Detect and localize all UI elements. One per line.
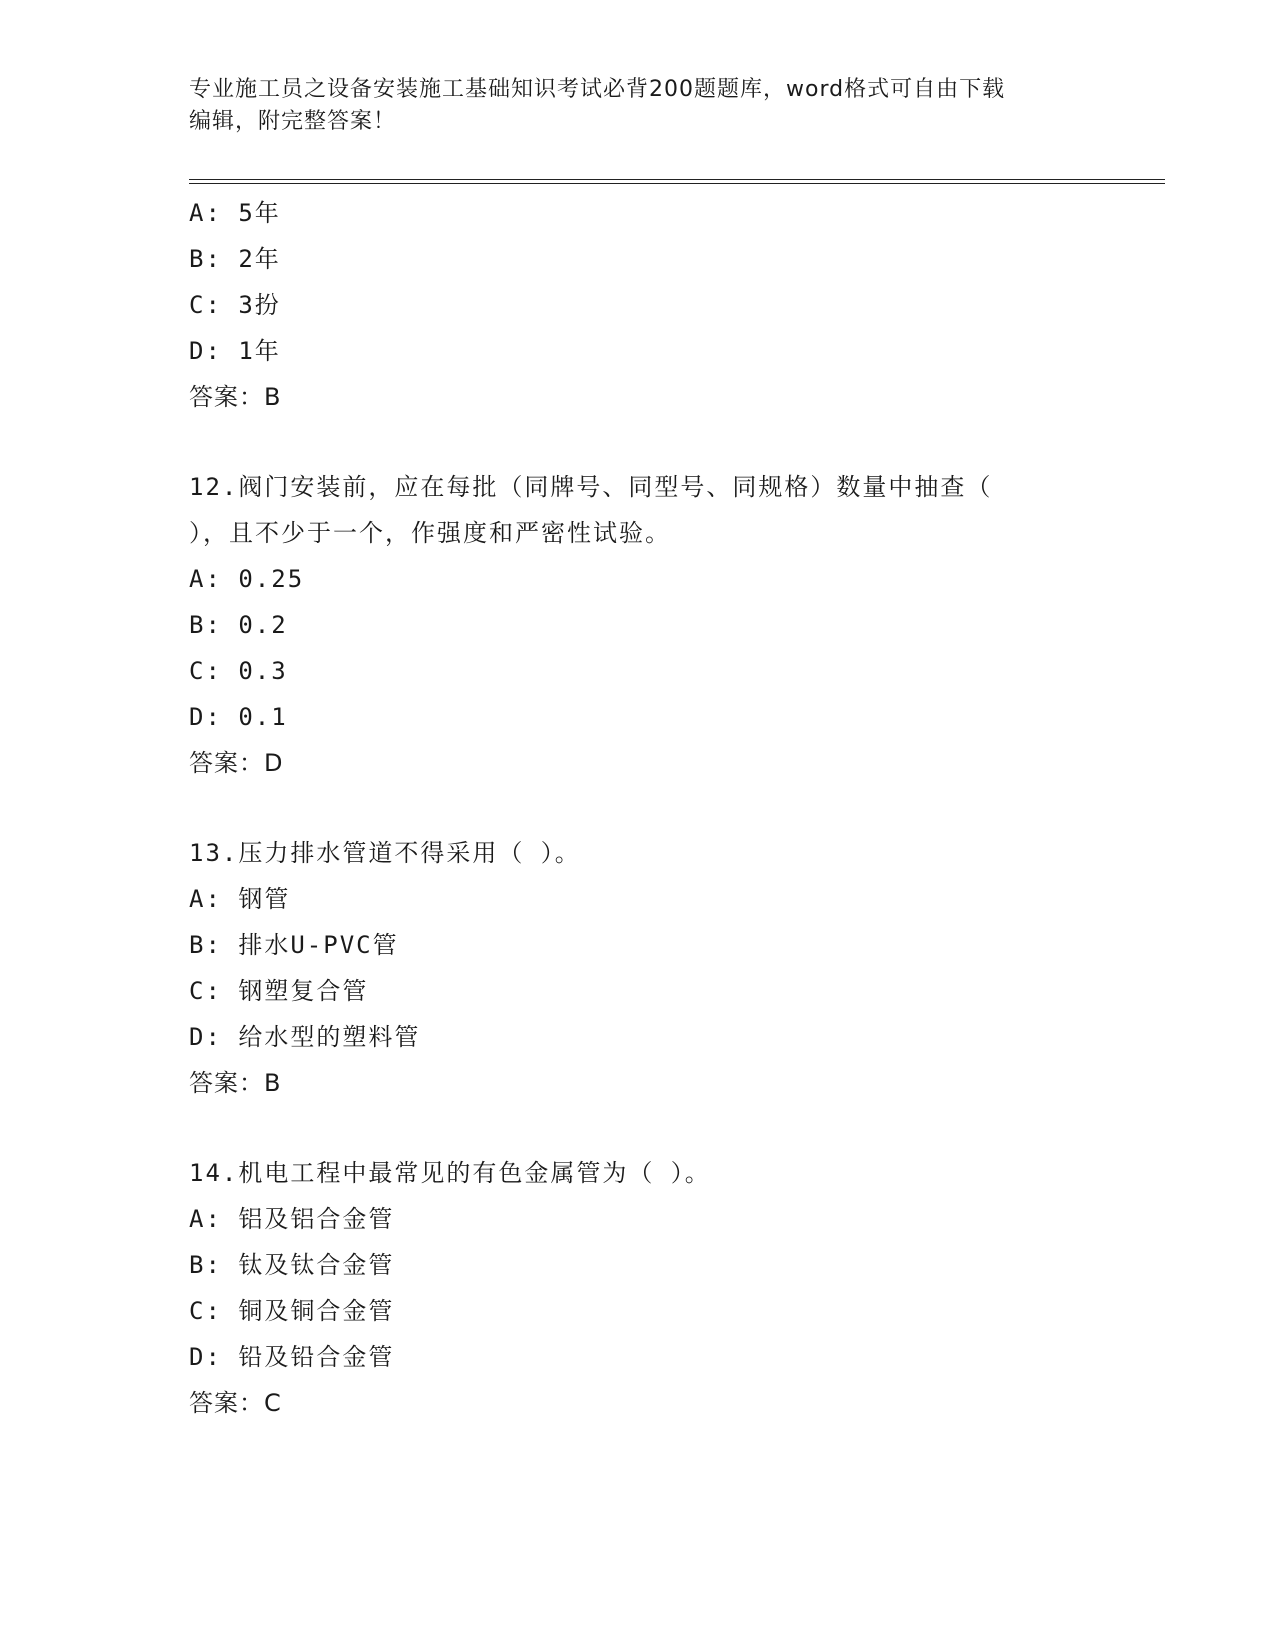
spacer — [189, 1106, 1149, 1150]
header-title-line2: 编辑，附完整答案！ — [189, 109, 397, 134]
spacer — [189, 420, 1149, 464]
header-title-line1: 专业施工员之设备安装施工基础知识考试必背200题题库，word格式可自由下载 — [189, 77, 1006, 102]
header-divider-bottom — [189, 183, 1165, 184]
question-13 — [189, 830, 1149, 1106]
answer-line: 答案：C — [189, 1389, 282, 1417]
question-list — [189, 190, 1149, 1426]
question-stem: 13.压力排水管道不得采用（ ）。 — [189, 839, 581, 867]
document-header — [189, 74, 1089, 138]
answer-line: 答案：D — [189, 749, 284, 777]
question-11-continued — [189, 190, 1149, 420]
question-stem: 14.机电工程中最常见的有色金属管为（ ）。 — [189, 1159, 711, 1187]
option-c: C: 钢塑复合管 — [189, 977, 369, 1005]
option-d: D: 铅及铅合金管 — [189, 1343, 395, 1371]
option-d: D: 1年 — [189, 337, 281, 365]
option-d: D: 0.1 — [189, 703, 288, 731]
option-a: A: 5年 — [189, 199, 281, 227]
option-b: B: 钛及钛合金管 — [189, 1251, 395, 1279]
question-stem: 12.阀门安装前，应在每批（同牌号、同型号、同规格）数量中抽查（ — [189, 473, 993, 501]
option-b: B: 0.2 — [189, 611, 288, 639]
answer-line: 答案：B — [189, 383, 282, 411]
option-c: C: 铜及铜合金管 — [189, 1297, 395, 1325]
question-stem-continued: ），且不少于一个，作强度和严密性试验。 — [189, 519, 671, 547]
header-divider-top — [189, 179, 1165, 180]
question-14 — [189, 1150, 1149, 1426]
option-a: A: 钢管 — [189, 885, 291, 913]
question-12 — [189, 464, 1149, 786]
option-b: B: 2年 — [189, 245, 281, 273]
option-a: A: 铝及铝合金管 — [189, 1205, 395, 1233]
option-b: B: 排水U-PVC管 — [189, 931, 399, 959]
answer-line: 答案：B — [189, 1069, 282, 1097]
spacer — [189, 786, 1149, 830]
option-c: C: 3扮 — [189, 291, 281, 319]
option-a: A: 0.25 — [189, 565, 305, 593]
option-d: D: 给水型的塑料管 — [189, 1023, 421, 1051]
option-c: C: 0.3 — [189, 657, 288, 685]
